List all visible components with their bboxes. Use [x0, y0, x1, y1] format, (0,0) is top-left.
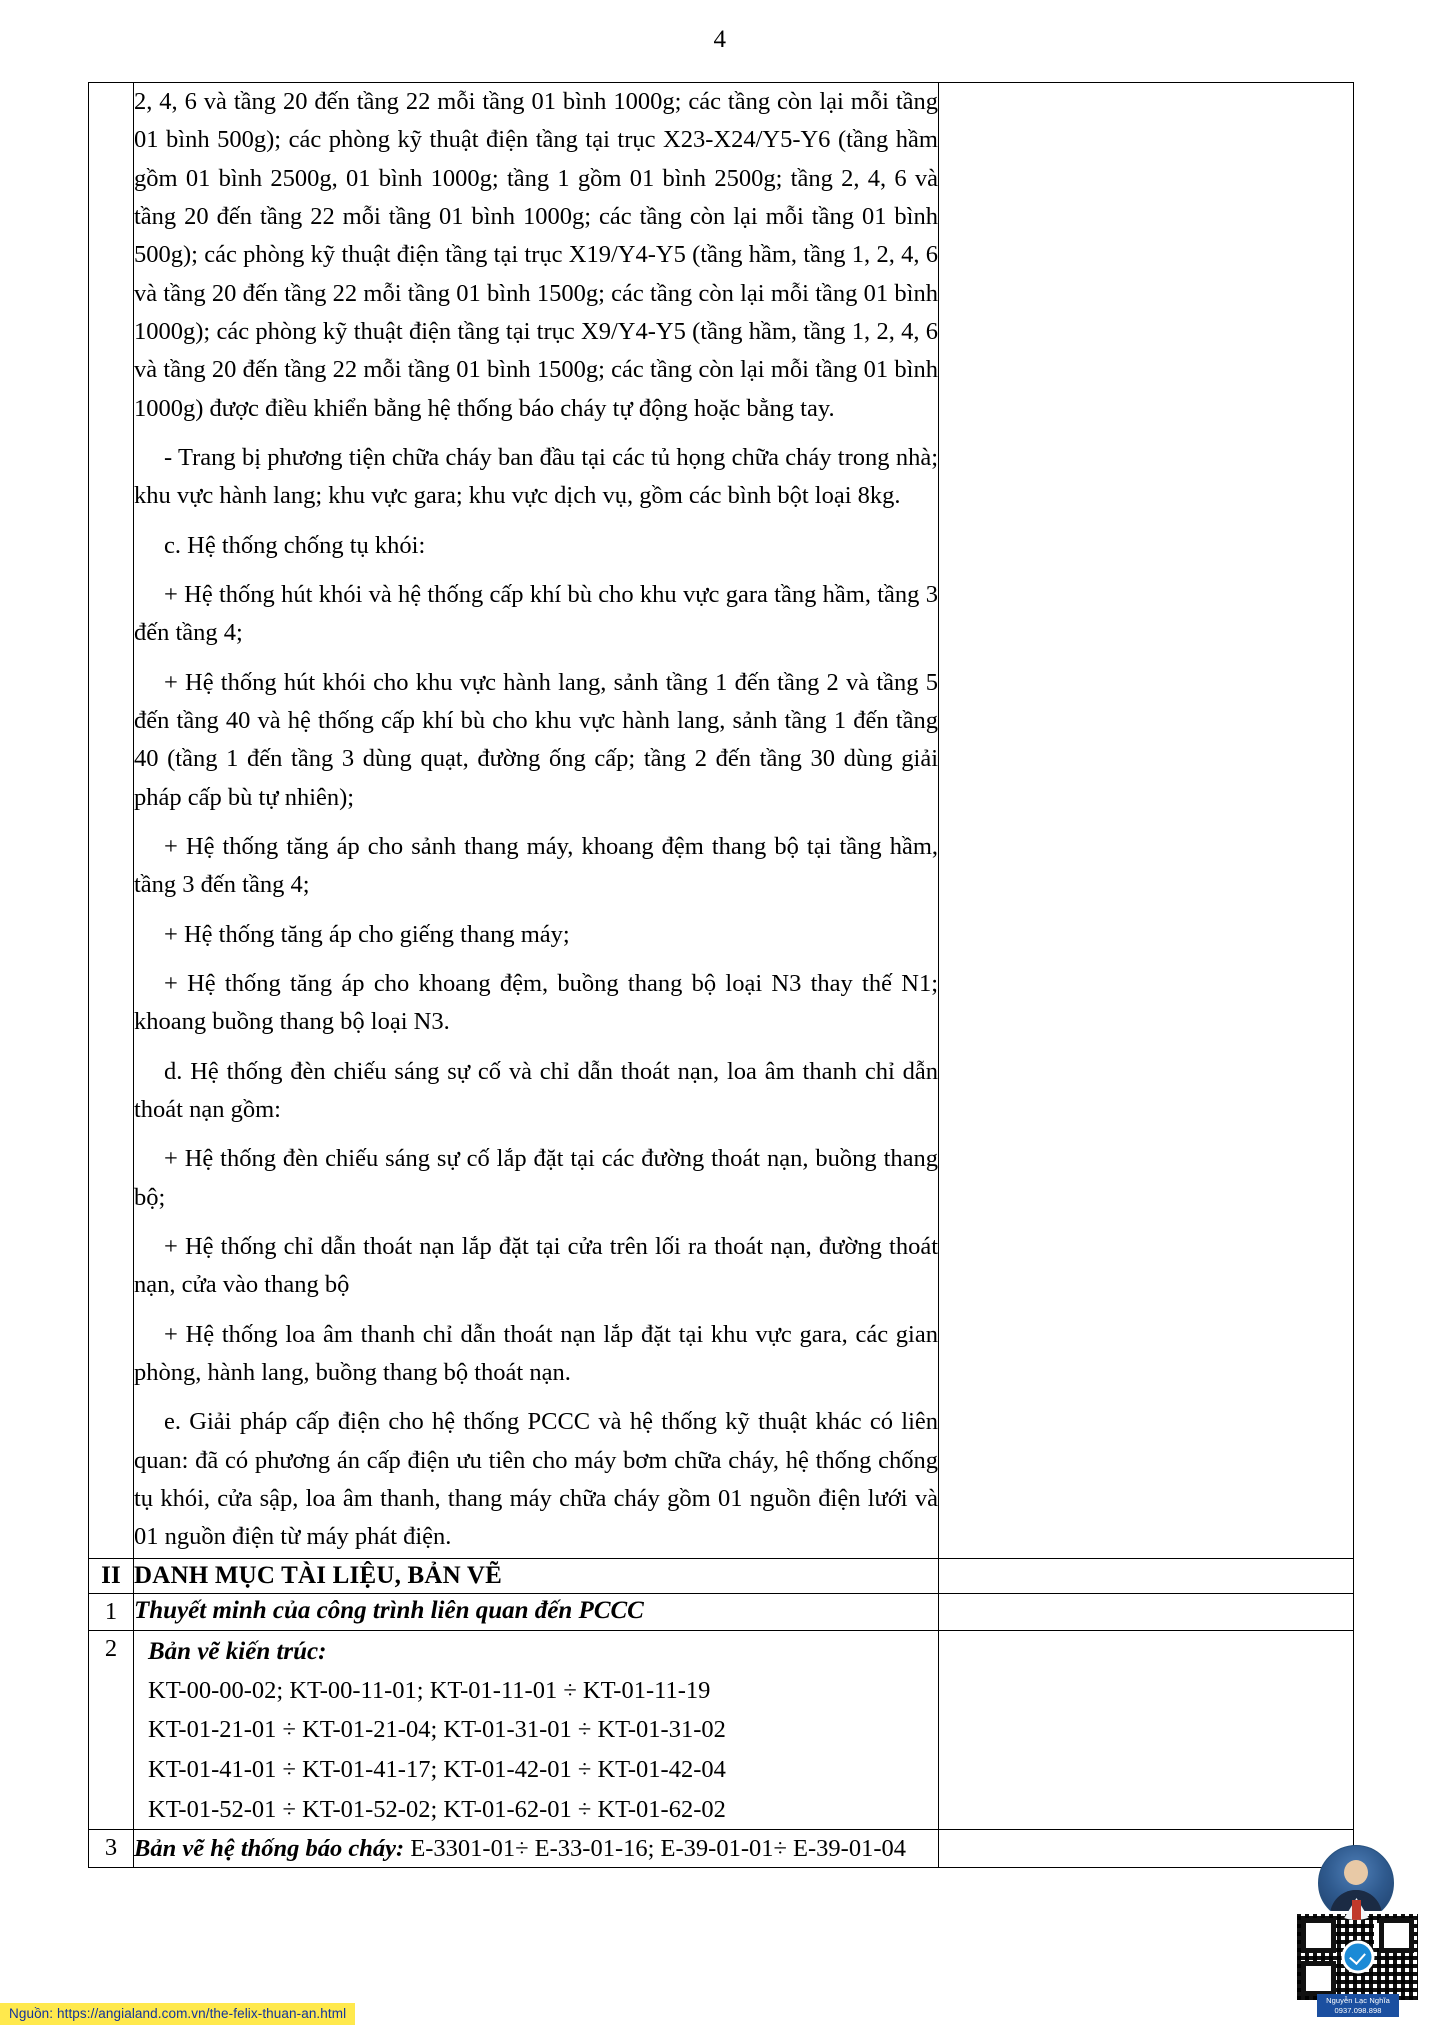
item-content [134, 1830, 939, 1868]
qr-code-icon [1294, 1911, 1421, 2006]
paragraph: + Hệ thống chỉ dẫn thoát nạn lắp đặt tại cửa trên lối ra thoát nạn, đường thoát nạn, cửa vào thang bộ [134, 1232, 938, 1299]
source-watermark: Nguồn: https://angialand.com.vn/the-felix-thuan-an.html [0, 2003, 355, 2025]
row-content-cell [134, 83, 939, 1559]
paragraph: e. Giải pháp cấp điện cho hệ thống PCCC và hệ thống kỹ thuật khác có liên quan: đã có phương án cấp điện ưu tiên cho máy bơm chữa cháy, hệ thống chống tụ khói, cửa sập, loa âm thanh, thang máy chữa cháy gồm 01 nguồn điện lưới và 01 nguồn điện từ máy phát điện. [134, 1408, 938, 1551]
table-row [89, 83, 1354, 1559]
row-note-cell [939, 1559, 1354, 1594]
paragraph: - Trang bị phương tiện chữa cháy ban đầu tại các tủ họng chữa cháy trong nhà; khu vực hành lang; khu vực gara; khu vực dịch vụ, gồm các bình bột loại 8kg. [134, 443, 938, 510]
row-number-cell [89, 83, 134, 1559]
item-title: Bản vẽ hệ thống báo cháy: [134, 1835, 405, 1863]
agent-name [1317, 1994, 1399, 2017]
item-content [134, 1630, 939, 1830]
table-row-section-ii [89, 1559, 1354, 1594]
paragraph: + Hệ thống tăng áp cho khoang đệm, buồng thang bộ loại N3 thay thế N1; khoang buồng thang bộ loại N3. [134, 969, 938, 1036]
item-number: 1 [89, 1594, 134, 1631]
table-row-item-2 [89, 1630, 1354, 1830]
row-note-cell [939, 1630, 1354, 1830]
section-title: DANH MỤC TÀI LIỆU, BẢN VẼ [134, 1559, 939, 1594]
row-note-cell [939, 1594, 1354, 1631]
item-title: Bản vẽ kiến trúc: [148, 1637, 327, 1665]
paragraph: + Hệ thống tăng áp cho sảnh thang máy, khoang đệm thang bộ tại tầng hầm, tầng 3 đến tầng 4; [134, 832, 938, 899]
paragraph: 2, 4, 6 và tầng 20 đến tầng 22 mỗi tầng 01 bình 1000g; các tầng còn lại mỗi tầng 01 bình 500g); các phòng kỹ thuật điện tầng tại trục X23-X24/Y5-Y6 (tầng hầm gồm 01 bình 2500g, 01 bình 1000g; tầng 1 gồm 01 bình 2500g; tầng 2, 4, 6 và tầng 20 đến tầng 22 mỗi tầng 01 bình 1000g; các tầng còn lại mỗi tầng 01 bình 500g); các phòng kỹ thuật điện tầng tại trục X19/Y4-Y5 (tầng hầm, tầng 1, 2, 4, 6 và tầng 20 đến tầng 22 mỗi tầng 01 bình 1500g; các tầng còn lại mỗi tầng 01 bình 1000g); các phòng kỹ thuật điện tầng tại trục X9/Y4-Y5 (tầng hầm, tầng 1, 2, 4, 6 và tầng 20 đến tầng 22 mỗi tầng 01 bình 1500g; các tầng còn lại mỗi tầng 01 bình 1000g) được điều khiển bằng hệ thống báo cháy tự động hoặc bằng tay. [134, 88, 938, 422]
drawing-code-line: KT-01-52-01 ÷ KT-01-52-02; KT-01-62-01 ÷ KT-01-62-02 [148, 1795, 726, 1823]
section-number: II [89, 1559, 134, 1594]
avatar [1318, 1845, 1394, 1921]
avatar-tie-icon [1352, 1900, 1361, 1920]
drawing-code-line: E-3301-01÷ E-33-01-16; E-39-01-01÷ E-39-01-04 [410, 1835, 906, 1863]
paragraph: + Hệ thống tăng áp cho giếng thang máy; [164, 920, 570, 948]
item-number: 2 [89, 1630, 134, 1830]
paragraph: + Hệ thống đèn chiếu sáng sự cố lắp đặt tại các đường thoát nạn, buồng thang bộ; [134, 1145, 938, 1211]
item-number: 3 [89, 1830, 134, 1868]
row-note-cell [939, 1830, 1354, 1868]
paragraph: c. Hệ thống chống tụ khói: [164, 531, 426, 559]
paragraph: + Hệ thống hút khói cho khu vực hành lang, sảnh tầng 1 đến tầng 2 và tầng 5 đến tầng 40 và hệ thống cấp khí bù cho khu vực hành lang, sảnh tầng 1 đến tầng 40 (tầng 1 đến tầng 3 dùng quạt, đường ống cấp; tầng 2 đến tầng 30 dùng giải pháp cấp bù tự nhiên); [134, 668, 938, 811]
drawing-code-line: KT-01-21-01 ÷ KT-01-21-04; KT-01-31-01 ÷ KT-01-31-02 [148, 1716, 726, 1744]
content-table [88, 82, 1354, 1868]
drawing-code-line: KT-00-00-02; KT-00-11-01; KT-01-11-01 ÷ KT-01-11-19 [148, 1676, 711, 1704]
agent-name-text: Nguyễn Lạc Nghĩa [1326, 1996, 1390, 2006]
page-number: 4 [713, 26, 727, 53]
agent-phone-text: 0937.098.898 [1334, 2005, 1382, 2015]
item-title: Thuyết minh của công trình liên quan đến PCCC [134, 1594, 939, 1631]
agent-stamp [1294, 1845, 1422, 2029]
paragraph: d. Hệ thống đèn chiếu sáng sự cố và chỉ dẫn thoát nạn, loa âm thanh chỉ dẫn thoát nạn gồm: [134, 1057, 938, 1123]
paragraph: + Hệ thống loa âm thanh chỉ dẫn thoát nạn lắp đặt tại khu vực gara, các gian phòng, hành lang, buồng thang bộ thoát nạn. [134, 1320, 938, 1386]
drawing-code-line: KT-01-41-01 ÷ KT-01-41-17; KT-01-42-01 ÷ KT-01-42-04 [148, 1755, 726, 1783]
table-row-item-3 [89, 1830, 1354, 1868]
qr-corner-icon [1379, 1918, 1414, 1953]
table-row-item-1 [89, 1594, 1354, 1631]
row-note-cell [939, 83, 1354, 1559]
verified-check-icon [1341, 1941, 1374, 1974]
paragraph: + Hệ thống hút khói và hệ thống cấp khí bù cho khu vực gara tầng hầm, tầng 3 đến tầng 4; [134, 580, 938, 647]
